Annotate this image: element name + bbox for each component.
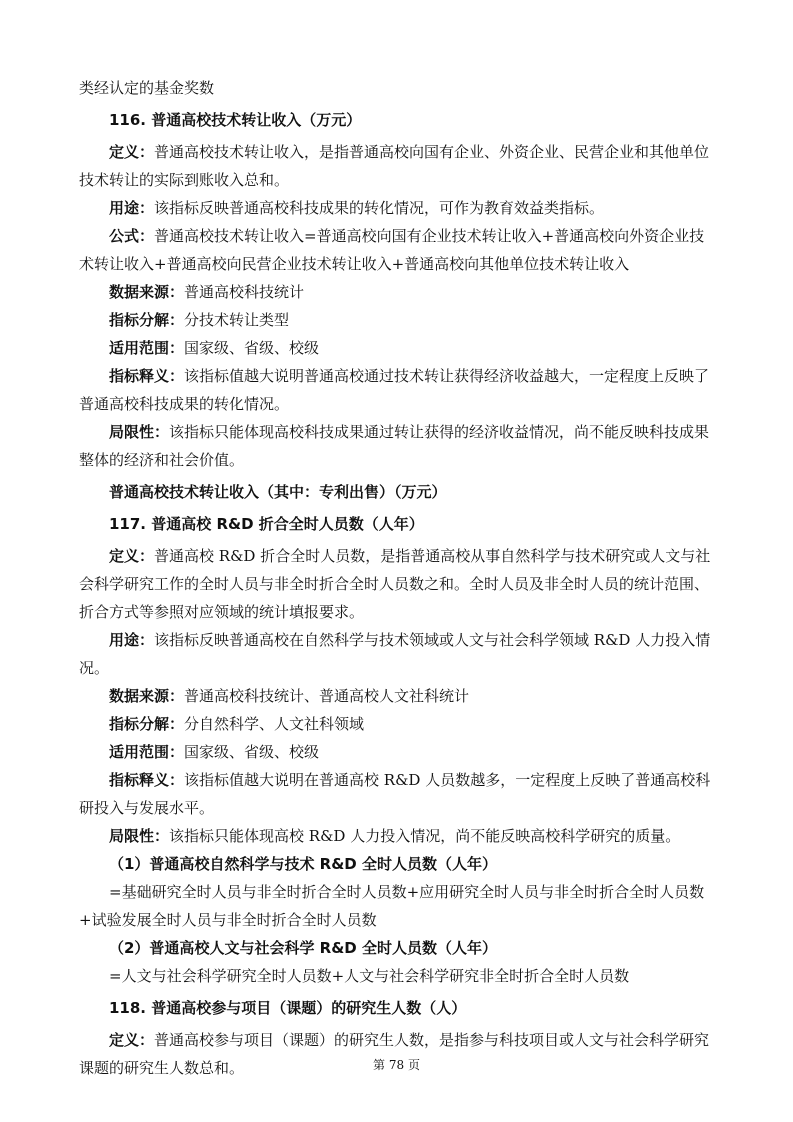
continued-text: 类经认定的基金奖数 bbox=[79, 79, 215, 97]
interpretation-text: 该指标值越大说明在普通高校 R&D 人员数越多，一定程度上反映了普通高校科研投入与发展水平。 bbox=[79, 771, 711, 817]
source-label: 数据来源： bbox=[109, 283, 185, 301]
limitation-text: 该指标只能体现高校科技成果通过转让获得的经济收益情况，尚不能反映科技成果整体的经济和社会价值。 bbox=[79, 423, 710, 469]
breakdown-text: 分技术转让类型 bbox=[184, 311, 290, 329]
definition-text: 普通高校参与项目（课题）的研究生人数，是指参与科技项目或人文与社会科学研究课题的研究生人数总和。 bbox=[79, 1031, 710, 1077]
interpretation-label: 指标释义： bbox=[109, 771, 185, 789]
s116-definition bbox=[79, 138, 719, 194]
page-number: 第 78 页 bbox=[373, 1058, 420, 1072]
definition-text: 普通高校 R&D 折合全时人员数，是指普通高校从事自然科学与技术研究或人文与社会科学研究工作的全时人员与非全时折合全时人员数之和。全时人员及非全时人员的统计范围、折合方式等参照对应领域的统计填报要求。 bbox=[79, 547, 711, 621]
s117-scope bbox=[79, 738, 719, 766]
formula-label: 公式： bbox=[109, 227, 155, 245]
interpretation-label: 指标释义： bbox=[109, 367, 185, 385]
scope-label: 适用范围： bbox=[109, 743, 185, 761]
scope-text: 国家级、省级、校级 bbox=[184, 339, 320, 357]
s116-breakdown bbox=[79, 306, 719, 334]
s117-source bbox=[79, 682, 719, 710]
formula-text: 普通高校技术转让收入=普通高校向国有企业技术转让收入+普通高校向外资企业技术转让收入+普通高校向民营企业技术转让收入+普通高校向其他单位技术转让收入 bbox=[79, 227, 705, 273]
s117-sub2-formula: =人文与社会科学研究全时人员数+人文与社会科学研究非全时折合全时人员数 bbox=[109, 967, 630, 985]
page-content bbox=[79, 74, 719, 1082]
s117-interpretation bbox=[79, 766, 719, 822]
definition-label: 定义： bbox=[109, 1031, 155, 1049]
s116-subindicator: 普通高校技术转让收入（其中：专利出售）（万元） bbox=[109, 483, 447, 501]
source-label: 数据来源： bbox=[109, 687, 185, 705]
usage-label: 用途： bbox=[109, 199, 155, 217]
breakdown-label: 指标分解： bbox=[109, 715, 185, 733]
s117-limitation bbox=[79, 822, 719, 850]
definition-label: 定义： bbox=[109, 547, 155, 565]
usage-text: 该指标反映普通高校在自然科学与技术领域或人文与社会科学领域 R&D 人力投入情况。 bbox=[79, 631, 711, 677]
limitation-label: 局限性： bbox=[109, 827, 170, 845]
limitation-text: 该指标只能体现高校 R&D 人力投入情况，尚不能反映高校科学研究的质量。 bbox=[169, 827, 681, 845]
s117-usage bbox=[79, 626, 719, 682]
s117-sub1-formula: =基础研究全时人员与非全时折合全时人员数+应用研究全时人员与非全时折合全时人员数+试验发展全时人员与非全时折合全时人员数 bbox=[79, 883, 705, 929]
section-117-title: 117. 普通高校 R&D 折合全时人员数（人年） bbox=[109, 515, 424, 533]
s116-usage bbox=[79, 194, 719, 222]
definition-text: 普通高校技术转让收入，是指普通高校向国有企业、外资企业、民营企业和其他单位技术转让的实际到账收入总和。 bbox=[79, 143, 710, 189]
section-118-title: 118. 普通高校参与项目（课题）的研究生人数（人） bbox=[109, 999, 467, 1017]
s117-breakdown bbox=[79, 710, 719, 738]
limitation-label: 局限性： bbox=[109, 423, 170, 441]
breakdown-text: 分自然科学、人文社科领域 bbox=[184, 715, 365, 733]
interpretation-text: 该指标值越大说明普通高校通过技术转让获得经济收益越大，一定程度上反映了普通高校科技成果的转化情况。 bbox=[79, 367, 710, 413]
scope-label: 适用范围： bbox=[109, 339, 185, 357]
source-text: 普通高校科技统计 bbox=[184, 283, 305, 301]
s117-sub2-title: （2）普通高校人文与社会科学 R&D 全时人员数（人年） bbox=[109, 939, 497, 957]
s116-interpretation bbox=[79, 362, 719, 418]
s116-scope bbox=[79, 334, 719, 362]
s116-formula bbox=[79, 222, 719, 278]
source-text: 普通高校科技统计、普通高校人文社科统计 bbox=[184, 687, 470, 705]
scope-text: 国家级、省级、校级 bbox=[184, 743, 320, 761]
s117-sub1-title: （1）普通高校自然科学与技术 R&D 全时人员数（人年） bbox=[109, 855, 497, 873]
s116-source bbox=[79, 278, 719, 306]
breakdown-label: 指标分解： bbox=[109, 311, 185, 329]
s118-definition bbox=[79, 1026, 719, 1082]
s116-limitation bbox=[79, 418, 719, 474]
s117-definition bbox=[79, 542, 719, 626]
usage-label: 用途： bbox=[109, 631, 155, 649]
section-116-title: 116. 普通高校技术转让收入（万元） bbox=[109, 111, 362, 129]
usage-text: 该指标反映普通高校科技成果的转化情况，可作为教育效益类指标。 bbox=[154, 199, 605, 217]
definition-label: 定义： bbox=[109, 143, 155, 161]
